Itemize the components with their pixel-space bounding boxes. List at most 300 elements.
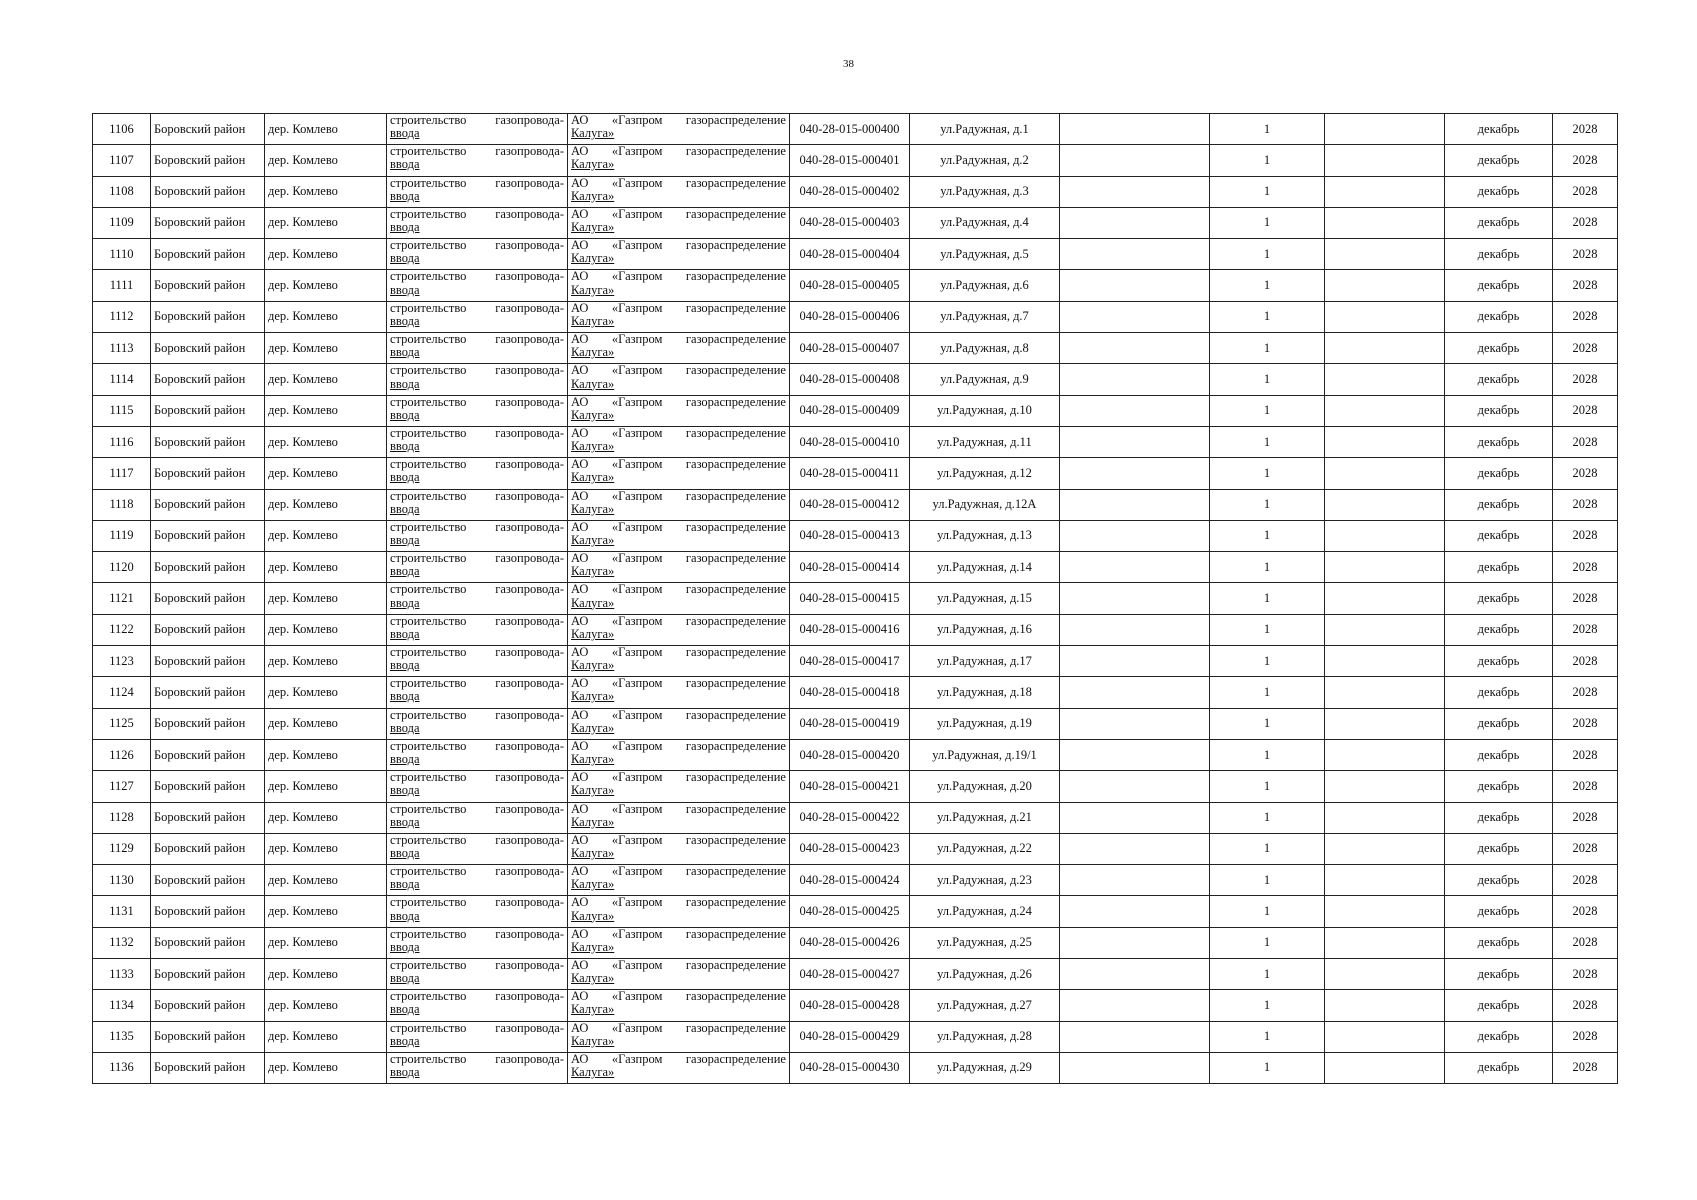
address-cell: ул.Радужная, д.13 bbox=[910, 520, 1060, 551]
village-cell: дер. Комлево bbox=[265, 333, 387, 364]
table-row bbox=[93, 176, 1618, 207]
row-number: 1125 bbox=[93, 708, 151, 739]
empty-cell bbox=[1060, 833, 1210, 864]
work-type-word-2: газопровода- bbox=[495, 739, 564, 753]
empty-cell bbox=[1060, 301, 1210, 332]
organization-cell bbox=[568, 207, 790, 238]
organization-cell bbox=[568, 990, 790, 1021]
org-word-3: газораспределение bbox=[685, 207, 786, 221]
row-number: 1126 bbox=[93, 739, 151, 770]
address-cell: ул.Радужная, д.26 bbox=[910, 959, 1060, 990]
table-row bbox=[93, 708, 1618, 739]
org-word-1: АО bbox=[571, 582, 589, 597]
quantity-cell: 1 bbox=[1210, 802, 1325, 833]
village-cell: дер. Комлево bbox=[265, 802, 387, 833]
district-cell: Боровский район bbox=[151, 646, 265, 677]
year-cell: 2028 bbox=[1553, 1052, 1618, 1083]
org-word-4: Калуга» bbox=[571, 971, 615, 986]
work-type-word-1: строительство bbox=[390, 676, 467, 691]
work-type-word-1: строительство bbox=[390, 582, 467, 597]
table-row bbox=[93, 802, 1618, 833]
year-cell: 2028 bbox=[1553, 614, 1618, 645]
work-type-word-3: ввода bbox=[390, 783, 420, 798]
empty-cell bbox=[1060, 552, 1210, 583]
org-word-1: АО bbox=[571, 144, 589, 159]
work-type-word-1: строительство bbox=[390, 1052, 467, 1066]
row-number: 1123 bbox=[93, 646, 151, 677]
row-number: 1134 bbox=[93, 990, 151, 1021]
month-cell: декабрь bbox=[1445, 114, 1553, 145]
org-word-4: Калуга» bbox=[571, 783, 615, 798]
empty-cell bbox=[1060, 865, 1210, 896]
address-cell: ул.Радужная, д.19/1 bbox=[910, 739, 1060, 770]
org-word-2: «Газпром bbox=[611, 489, 663, 503]
work-type-word-3: ввода bbox=[390, 470, 420, 485]
code-cell: 040-28-015-000411 bbox=[790, 458, 910, 489]
empty-cell bbox=[1060, 270, 1210, 301]
org-word-2: «Газпром bbox=[611, 895, 663, 910]
org-word-3: газораспределение bbox=[685, 332, 786, 347]
empty-cell bbox=[1325, 990, 1445, 1021]
district-cell: Боровский район bbox=[151, 364, 265, 395]
table-body bbox=[93, 114, 1618, 1084]
row-number: 1127 bbox=[93, 771, 151, 802]
work-type-word-3: ввода bbox=[390, 407, 420, 422]
org-word-4: Калуга» bbox=[571, 1033, 615, 1048]
table-row bbox=[93, 614, 1618, 645]
organization-cell bbox=[568, 614, 790, 645]
row-number: 1135 bbox=[93, 1021, 151, 1052]
quantity-cell: 1 bbox=[1210, 739, 1325, 770]
work-type-word-3: ввода bbox=[390, 157, 420, 172]
org-word-3: газораспределение bbox=[685, 1052, 786, 1066]
work-type-cell bbox=[387, 896, 568, 927]
org-word-1: АО bbox=[571, 708, 589, 722]
empty-cell bbox=[1325, 145, 1445, 176]
table-row bbox=[93, 114, 1618, 145]
org-word-1: АО bbox=[571, 426, 589, 440]
org-word-1: АО bbox=[571, 520, 589, 534]
org-word-3: газораспределение bbox=[685, 301, 786, 315]
village-cell: дер. Комлево bbox=[265, 301, 387, 332]
empty-cell bbox=[1325, 896, 1445, 927]
district-cell: Боровский район bbox=[151, 583, 265, 614]
work-type-cell bbox=[387, 927, 568, 958]
month-cell: декабрь bbox=[1445, 865, 1553, 896]
district-cell: Боровский район bbox=[151, 239, 265, 270]
table-row bbox=[93, 301, 1618, 332]
organization-cell bbox=[568, 301, 790, 332]
address-cell: ул.Радужная, д.12 bbox=[910, 458, 1060, 489]
village-cell: дер. Комлево bbox=[265, 614, 387, 645]
table-row bbox=[93, 959, 1618, 990]
quantity-cell: 1 bbox=[1210, 1052, 1325, 1083]
work-type-word-3: ввода bbox=[390, 313, 420, 328]
work-type-word-2: газопровода- bbox=[495, 551, 564, 566]
quantity-cell: 1 bbox=[1210, 833, 1325, 864]
empty-cell bbox=[1325, 301, 1445, 332]
month-cell: декабрь bbox=[1445, 489, 1553, 520]
work-type-cell bbox=[387, 708, 568, 739]
org-word-2: «Газпром bbox=[611, 144, 663, 159]
org-word-2: «Газпром bbox=[611, 708, 663, 722]
quantity-cell: 1 bbox=[1210, 583, 1325, 614]
row-number: 1110 bbox=[93, 239, 151, 270]
work-type-word-2: газопровода- bbox=[495, 520, 564, 534]
district-cell: Боровский район bbox=[151, 959, 265, 990]
org-word-1: АО bbox=[571, 457, 589, 472]
work-type-cell bbox=[387, 176, 568, 207]
village-cell: дер. Комлево bbox=[265, 239, 387, 270]
organization-cell bbox=[568, 802, 790, 833]
code-cell: 040-28-015-000426 bbox=[790, 927, 910, 958]
district-cell: Боровский район bbox=[151, 896, 265, 927]
org-word-1: АО bbox=[571, 332, 589, 347]
org-word-1: АО bbox=[571, 176, 589, 190]
row-number: 1121 bbox=[93, 583, 151, 614]
empty-cell bbox=[1325, 333, 1445, 364]
work-type-cell bbox=[387, 677, 568, 708]
org-word-2: «Газпром bbox=[611, 520, 663, 534]
empty-cell bbox=[1060, 520, 1210, 551]
code-cell: 040-28-015-000405 bbox=[790, 270, 910, 301]
org-word-1: АО bbox=[571, 989, 589, 1004]
village-cell: дер. Комлево bbox=[265, 708, 387, 739]
work-type-word-3: ввода bbox=[390, 501, 420, 516]
district-cell: Боровский район bbox=[151, 176, 265, 207]
village-cell: дер. Комлево bbox=[265, 552, 387, 583]
quantity-cell: 1 bbox=[1210, 990, 1325, 1021]
year-cell: 2028 bbox=[1553, 552, 1618, 583]
table-row bbox=[93, 990, 1618, 1021]
address-cell: ул.Радужная, д.14 bbox=[910, 552, 1060, 583]
organization-cell bbox=[568, 739, 790, 770]
empty-cell bbox=[1060, 896, 1210, 927]
organization-cell bbox=[568, 927, 790, 958]
empty-cell bbox=[1325, 708, 1445, 739]
work-type-word-1: строительство bbox=[390, 802, 467, 816]
quantity-cell: 1 bbox=[1210, 708, 1325, 739]
org-word-3: газораспределение bbox=[685, 958, 786, 973]
month-cell: декабрь bbox=[1445, 176, 1553, 207]
work-type-word-1: строительство bbox=[390, 895, 467, 910]
village-cell: дер. Комлево bbox=[265, 364, 387, 395]
work-type-word-2: газопровода- bbox=[495, 864, 564, 879]
org-word-2: «Газпром bbox=[611, 864, 663, 879]
work-type-cell bbox=[387, 583, 568, 614]
org-word-2: «Газпром bbox=[611, 113, 663, 127]
row-number: 1111 bbox=[93, 270, 151, 301]
org-word-1: АО bbox=[571, 551, 589, 566]
empty-cell bbox=[1060, 614, 1210, 645]
organization-cell bbox=[568, 176, 790, 207]
village-cell: дер. Комлево bbox=[265, 176, 387, 207]
code-cell: 040-28-015-000418 bbox=[790, 677, 910, 708]
code-cell: 040-28-015-000413 bbox=[790, 520, 910, 551]
organization-cell bbox=[568, 677, 790, 708]
empty-cell bbox=[1060, 333, 1210, 364]
org-word-1: АО bbox=[571, 802, 589, 816]
empty-cell bbox=[1325, 270, 1445, 301]
work-type-word-1: строительство bbox=[390, 645, 467, 660]
code-cell: 040-28-015-000414 bbox=[790, 552, 910, 583]
address-cell: ул.Радужная, д.19 bbox=[910, 708, 1060, 739]
org-word-2: «Газпром bbox=[611, 614, 663, 628]
org-word-4: Калуга» bbox=[571, 564, 615, 579]
village-cell: дер. Комлево bbox=[265, 583, 387, 614]
code-cell: 040-28-015-000410 bbox=[790, 426, 910, 457]
year-cell: 2028 bbox=[1553, 520, 1618, 551]
village-cell: дер. Комлево bbox=[265, 646, 387, 677]
village-cell: дер. Комлево bbox=[265, 145, 387, 176]
organization-cell bbox=[568, 364, 790, 395]
work-type-word-1: строительство bbox=[390, 864, 467, 879]
org-word-1: АО bbox=[571, 927, 589, 941]
empty-cell bbox=[1325, 771, 1445, 802]
organization-cell bbox=[568, 145, 790, 176]
org-word-3: газораспределение bbox=[685, 895, 786, 910]
org-word-4: Калуга» bbox=[571, 658, 615, 673]
address-cell: ул.Радужная, д.7 bbox=[910, 301, 1060, 332]
org-word-1: АО bbox=[571, 238, 589, 253]
org-word-4: Калуга» bbox=[571, 720, 615, 735]
work-type-word-1: строительство bbox=[390, 457, 467, 472]
quantity-cell: 1 bbox=[1210, 865, 1325, 896]
row-number: 1131 bbox=[93, 896, 151, 927]
organization-cell bbox=[568, 552, 790, 583]
work-type-word-1: строительство bbox=[390, 833, 467, 847]
empty-cell bbox=[1325, 677, 1445, 708]
work-type-word-3: ввода bbox=[390, 939, 420, 954]
district-cell: Боровский район bbox=[151, 739, 265, 770]
code-cell: 040-28-015-000404 bbox=[790, 239, 910, 270]
organization-cell bbox=[568, 583, 790, 614]
district-cell: Боровский район bbox=[151, 395, 265, 426]
month-cell: декабрь bbox=[1445, 458, 1553, 489]
year-cell: 2028 bbox=[1553, 270, 1618, 301]
row-number: 1118 bbox=[93, 489, 151, 520]
work-type-cell bbox=[387, 489, 568, 520]
organization-cell bbox=[568, 708, 790, 739]
district-cell: Боровский район bbox=[151, 114, 265, 145]
year-cell: 2028 bbox=[1553, 301, 1618, 332]
quantity-cell: 1 bbox=[1210, 426, 1325, 457]
address-cell: ул.Радужная, д.8 bbox=[910, 333, 1060, 364]
org-word-3: газораспределение bbox=[685, 645, 786, 660]
org-word-2: «Газпром bbox=[611, 207, 663, 221]
year-cell: 2028 bbox=[1553, 677, 1618, 708]
year-cell: 2028 bbox=[1553, 739, 1618, 770]
table-row bbox=[93, 1052, 1618, 1083]
work-type-word-3: ввода bbox=[390, 439, 420, 454]
district-cell: Боровский район bbox=[151, 270, 265, 301]
work-type-cell bbox=[387, 364, 568, 395]
org-word-1: АО bbox=[571, 269, 589, 284]
year-cell: 2028 bbox=[1553, 708, 1618, 739]
org-word-2: «Газпром bbox=[611, 770, 663, 785]
month-cell: декабрь bbox=[1445, 1052, 1553, 1083]
quantity-cell: 1 bbox=[1210, 959, 1325, 990]
address-cell: ул.Радужная, д.25 bbox=[910, 927, 1060, 958]
address-cell: ул.Радужная, д.20 bbox=[910, 771, 1060, 802]
table-row bbox=[93, 426, 1618, 457]
work-type-word-2: газопровода- bbox=[495, 457, 564, 472]
address-cell: ул.Радужная, д.18 bbox=[910, 677, 1060, 708]
work-type-word-2: газопровода- bbox=[495, 676, 564, 691]
month-cell: декабрь bbox=[1445, 520, 1553, 551]
district-cell: Боровский район bbox=[151, 333, 265, 364]
work-type-word-2: газопровода- bbox=[495, 238, 564, 253]
org-word-1: АО bbox=[571, 1052, 589, 1066]
empty-cell bbox=[1325, 176, 1445, 207]
district-cell: Боровский район bbox=[151, 927, 265, 958]
org-word-1: АО bbox=[571, 676, 589, 691]
org-word-3: газораспределение bbox=[685, 176, 786, 190]
table-row bbox=[93, 270, 1618, 301]
row-number: 1130 bbox=[93, 865, 151, 896]
district-cell: Боровский район bbox=[151, 207, 265, 238]
address-cell: ул.Радужная, д.16 bbox=[910, 614, 1060, 645]
address-cell: ул.Радужная, д.28 bbox=[910, 1021, 1060, 1052]
org-word-4: Калуга» bbox=[571, 470, 615, 485]
village-cell: дер. Комлево bbox=[265, 395, 387, 426]
organization-cell bbox=[568, 458, 790, 489]
empty-cell bbox=[1325, 646, 1445, 677]
work-type-cell bbox=[387, 458, 568, 489]
org-word-4: Калуга» bbox=[571, 188, 615, 203]
org-word-4: Калуга» bbox=[571, 282, 615, 297]
empty-cell bbox=[1060, 426, 1210, 457]
org-word-3: газораспределение bbox=[685, 520, 786, 534]
month-cell: декабрь bbox=[1445, 646, 1553, 677]
work-type-word-1: строительство bbox=[390, 363, 467, 378]
code-cell: 040-28-015-000406 bbox=[790, 301, 910, 332]
year-cell: 2028 bbox=[1553, 802, 1618, 833]
code-cell: 040-28-015-000419 bbox=[790, 708, 910, 739]
year-cell: 2028 bbox=[1553, 771, 1618, 802]
empty-cell bbox=[1060, 239, 1210, 270]
org-word-3: газораспределение bbox=[685, 708, 786, 722]
quantity-cell: 1 bbox=[1210, 333, 1325, 364]
quantity-cell: 1 bbox=[1210, 1021, 1325, 1052]
month-cell: декабрь bbox=[1445, 270, 1553, 301]
empty-cell bbox=[1060, 708, 1210, 739]
district-cell: Боровский район bbox=[151, 771, 265, 802]
work-type-word-2: газопровода- bbox=[495, 895, 564, 910]
empty-cell bbox=[1325, 458, 1445, 489]
work-type-word-3: ввода bbox=[390, 1065, 420, 1080]
row-number: 1106 bbox=[93, 114, 151, 145]
row-number: 1122 bbox=[93, 614, 151, 645]
org-word-3: газораспределение bbox=[685, 395, 786, 409]
org-word-4: Калуга» bbox=[571, 532, 615, 547]
empty-cell bbox=[1325, 802, 1445, 833]
work-type-word-3: ввода bbox=[390, 971, 420, 986]
work-type-word-1: строительство bbox=[390, 989, 467, 1004]
org-word-3: газораспределение bbox=[685, 614, 786, 628]
work-type-cell bbox=[387, 301, 568, 332]
work-type-word-2: газопровода- bbox=[495, 489, 564, 503]
work-type-word-3: ввода bbox=[390, 814, 420, 829]
empty-cell bbox=[1325, 489, 1445, 520]
empty-cell bbox=[1060, 677, 1210, 708]
empty-cell bbox=[1060, 458, 1210, 489]
empty-cell bbox=[1325, 114, 1445, 145]
org-word-4: Калуга» bbox=[571, 752, 615, 767]
org-word-3: газораспределение bbox=[685, 676, 786, 691]
address-cell: ул.Радужная, д.24 bbox=[910, 896, 1060, 927]
row-number: 1113 bbox=[93, 333, 151, 364]
work-type-word-3: ввода bbox=[390, 220, 420, 235]
work-type-word-3: ввода bbox=[390, 689, 420, 704]
village-cell: дер. Комлево bbox=[265, 489, 387, 520]
village-cell: дер. Комлево bbox=[265, 1052, 387, 1083]
code-cell: 040-28-015-000401 bbox=[790, 145, 910, 176]
table-row bbox=[93, 552, 1618, 583]
quantity-cell: 1 bbox=[1210, 896, 1325, 927]
work-type-word-2: газопровода- bbox=[495, 207, 564, 221]
year-cell: 2028 bbox=[1553, 896, 1618, 927]
code-cell: 040-28-015-000420 bbox=[790, 739, 910, 770]
table-row bbox=[93, 520, 1618, 551]
empty-cell bbox=[1325, 583, 1445, 614]
org-word-1: АО bbox=[571, 770, 589, 785]
work-type-word-1: строительство bbox=[390, 238, 467, 253]
month-cell: декабрь bbox=[1445, 583, 1553, 614]
work-type-word-3: ввода bbox=[390, 376, 420, 391]
quantity-cell: 1 bbox=[1210, 614, 1325, 645]
code-cell: 040-28-015-000407 bbox=[790, 333, 910, 364]
work-type-word-2: газопровода- bbox=[495, 645, 564, 660]
org-word-1: АО bbox=[571, 1021, 589, 1035]
work-type-cell bbox=[387, 646, 568, 677]
organization-cell bbox=[568, 520, 790, 551]
year-cell: 2028 bbox=[1553, 865, 1618, 896]
code-cell: 040-28-015-000403 bbox=[790, 207, 910, 238]
district-cell: Боровский район bbox=[151, 520, 265, 551]
code-cell: 040-28-015-000415 bbox=[790, 583, 910, 614]
village-cell: дер. Комлево bbox=[265, 896, 387, 927]
work-type-cell bbox=[387, 833, 568, 864]
district-cell: Боровский район bbox=[151, 1021, 265, 1052]
org-word-2: «Газпром bbox=[611, 238, 663, 253]
work-type-word-1: строительство bbox=[390, 176, 467, 190]
code-cell: 040-28-015-000430 bbox=[790, 1052, 910, 1083]
empty-cell bbox=[1060, 176, 1210, 207]
org-word-3: газораспределение bbox=[685, 489, 786, 503]
org-word-4: Калуга» bbox=[571, 877, 615, 892]
village-cell: дер. Комлево bbox=[265, 270, 387, 301]
year-cell: 2028 bbox=[1553, 458, 1618, 489]
empty-cell bbox=[1325, 364, 1445, 395]
page-number: 38 bbox=[843, 58, 854, 70]
table-row bbox=[93, 364, 1618, 395]
code-cell: 040-28-015-000417 bbox=[790, 646, 910, 677]
empty-cell bbox=[1325, 1021, 1445, 1052]
work-type-word-1: строительство bbox=[390, 269, 467, 284]
quantity-cell: 1 bbox=[1210, 771, 1325, 802]
org-word-4: Калуга» bbox=[571, 1065, 615, 1080]
organization-cell bbox=[568, 395, 790, 426]
organization-cell bbox=[568, 489, 790, 520]
year-cell: 2028 bbox=[1553, 426, 1618, 457]
organization-cell bbox=[568, 270, 790, 301]
district-cell: Боровский район bbox=[151, 458, 265, 489]
work-type-cell bbox=[387, 1021, 568, 1052]
empty-cell bbox=[1060, 802, 1210, 833]
org-word-4: Калуга» bbox=[571, 126, 615, 141]
org-word-1: АО bbox=[571, 207, 589, 221]
